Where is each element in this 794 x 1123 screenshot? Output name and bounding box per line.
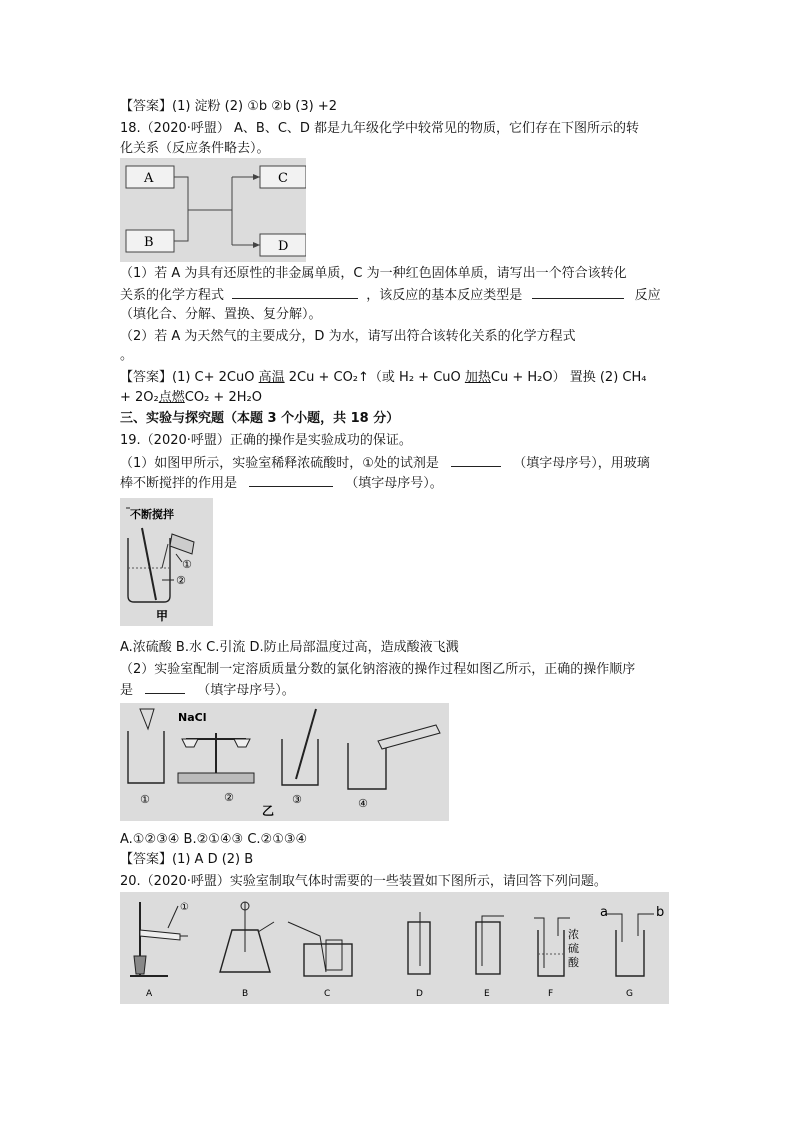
question-18-part2-end: 。 (120, 348, 134, 363)
question-19-options: A.浓硫酸 B.水 C.引流 D.防止局部温度过高，造成酸液飞溅 (120, 640, 459, 655)
text-segment: 反应 (634, 288, 661, 303)
text-segment: 【答案】(1) C+ 2CuO (120, 370, 259, 385)
question-19-part2-cont (120, 681, 295, 700)
apparatus-figure (120, 892, 669, 1004)
answer-line-18-cont (120, 389, 262, 407)
apparatus-label-b: B (242, 989, 249, 999)
step-2-label: ② (224, 791, 234, 804)
answer-line-18 (120, 369, 646, 387)
condition-ignite: 点燃 (158, 390, 185, 405)
text-segment: （填字母序号）。 (197, 683, 295, 698)
question-18-part1-cont (120, 286, 661, 305)
question-18-part2: （2）若 A 为天然气的主要成分，D 为水，请写出符合该转化关系的化学方程式 (120, 329, 576, 344)
figure-jia (120, 498, 213, 626)
apparatus-label-e: E (484, 989, 490, 999)
question-20-stem: 20.（2020·呼盟）实验室制取气体时需要的一些装置如下图所示，请回答下列问题。 (120, 874, 607, 889)
apparatus-label-c: C (324, 989, 331, 999)
answer-blank[interactable] (232, 286, 358, 299)
question-19-part1 (120, 454, 650, 473)
text-segment: + 2O₂ (120, 390, 159, 405)
answer-blank[interactable] (145, 681, 185, 694)
question-18-part1-hint: （填化合、分解、置换、复分解）。 (120, 307, 322, 322)
step-1-label: ① (140, 793, 150, 806)
flow-label-c: C (278, 171, 288, 186)
text-segment: CO₂ + 2H₂O (184, 390, 262, 405)
text-segment: （1）如图甲所示，实验室稀释浓硫酸时，①处的试剂是 (120, 456, 439, 471)
question-18-part1: （1）若 A 为具有还原性的非金属单质，C 为一种红色固体单质，请写出一个符合该转化 (120, 266, 627, 281)
acid-label-2: 硫 (568, 942, 579, 955)
step-4-label: ④ (358, 797, 368, 810)
answer-line-17: 【答案】(1) 淀粉 (2) ①b ②b (3) +2 (120, 99, 338, 114)
answer-blank[interactable] (451, 454, 501, 467)
question-19-stem: 19.（2020·呼盟）正确的操作是实验成功的保证。 (120, 433, 412, 448)
flow-label-b: B (144, 235, 154, 250)
figure-caption: 甲 (156, 609, 169, 623)
question-19-choices: A.①②③④ B.②①④③ C.②①③④ (120, 832, 308, 847)
apparatus-label-f: F (548, 989, 554, 999)
flow-label-a: A (144, 171, 154, 186)
text-segment: 棒不断搅拌的作用是 (120, 476, 238, 491)
apparatus-label-a: A (146, 989, 153, 999)
text-segment: 是 (120, 683, 134, 698)
text-segment: ，该反应的基本反应类型是 (366, 288, 523, 303)
question-18-stem-cont: 化关系（反应条件略去）。 (120, 141, 270, 156)
figure-yi (120, 703, 449, 821)
apparatus-label-d: D (416, 989, 423, 999)
answer-blank[interactable] (249, 474, 333, 487)
text-segment: （填字母序号），用玻璃 (513, 456, 650, 471)
apparatus-label-g: G (626, 989, 633, 999)
answer-line-19: 【答案】(1) A D (2) B (120, 852, 254, 867)
port-b-label: b (656, 905, 665, 920)
text-segment: 2Cu + CO₂↑（或 H₂ + CuO (284, 370, 465, 385)
text-segment: （填字母序号）。 (345, 476, 443, 491)
step-3-label: ③ (292, 793, 302, 806)
flow-label-d: D (278, 239, 289, 254)
port-a-label: a (600, 905, 608, 920)
acid-label-3: 酸 (568, 956, 579, 969)
question-18-stem: 18.（2020·呼盟） A、B、C、D 都是九年级化学中较常见的物质，它们存在下图所示的转 (120, 121, 640, 136)
mark-1: ① (180, 902, 189, 913)
section-heading: 三、实验与探究题（本题 3 个小题，共 18 分） (120, 411, 400, 426)
nacl-label: NaCl (178, 711, 207, 724)
question-19-part2: （2）实验室配制一定溶质质量分数的氯化钠溶液的操作过程如图乙所示，正确的操作顺序 (120, 662, 636, 677)
acid-label-1: 浓 (568, 928, 579, 941)
text-segment: Cu + H₂O） 置换 (2) CH₄ (490, 370, 647, 385)
condition-heat: 加热 (464, 370, 491, 385)
text-segment: 关系的化学方程式 (120, 288, 225, 303)
mark-1: ① (182, 558, 192, 571)
condition-high-temp: 高温 (258, 370, 285, 385)
answer-blank[interactable] (532, 286, 624, 299)
mark-2: ② (176, 574, 186, 587)
stir-label: 不断搅拌 (130, 508, 174, 521)
flow-diagram-figure (120, 158, 306, 262)
figure-caption: 乙 (262, 804, 275, 818)
question-19-part1-cont (120, 474, 443, 493)
